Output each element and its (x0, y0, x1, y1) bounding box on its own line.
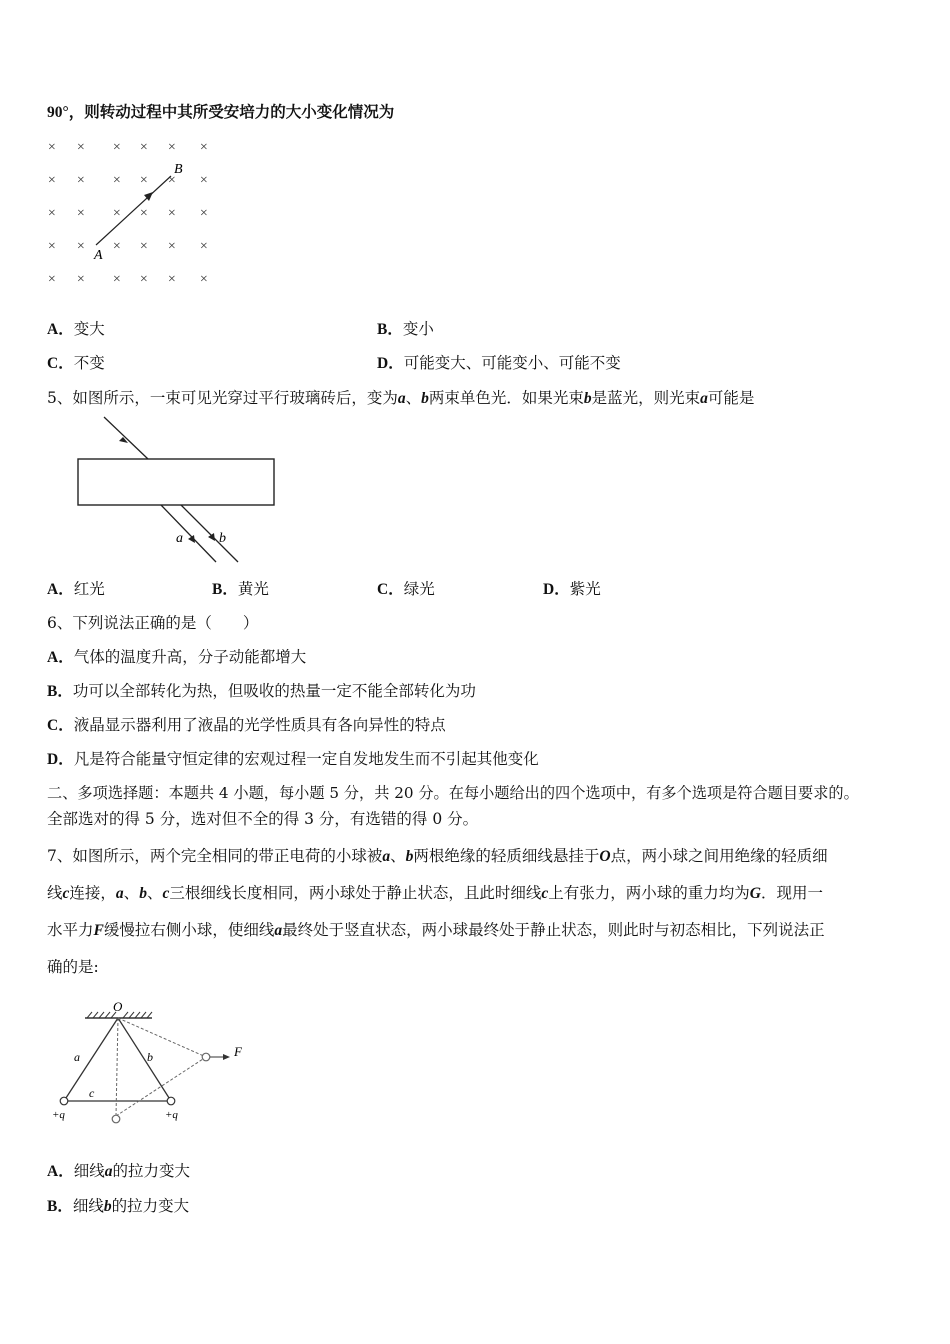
ray-a (161, 505, 216, 562)
option-text: 红光 (73, 580, 105, 598)
q4-option-b[interactable] (377, 318, 434, 341)
ray-b-arrow-icon (208, 533, 215, 541)
option-text: 绿光 (403, 580, 435, 598)
option-text: 细线 (73, 1162, 105, 1180)
field-cross: × (47, 173, 57, 188)
symbol-o: O (599, 848, 611, 865)
field-cross: × (167, 206, 177, 221)
q7-stem-line1 (47, 845, 828, 868)
section2-line2: 全部选对的得 5 分，选对但不全的得 3 分，有选错的得 0 分。 (47, 810, 479, 828)
q7-option-a[interactable] (47, 1160, 190, 1183)
symbol-b: b (421, 390, 429, 407)
field-cross: × (76, 239, 86, 254)
force-arrow-icon (223, 1054, 230, 1060)
q7-stem-line4: 确的是: (47, 958, 99, 976)
field-cross: × (139, 173, 149, 188)
q7-stem-line3 (47, 919, 825, 942)
q4-stem-text: 90°，则转动过程中其所受安培力的大小变化情况为 (47, 104, 395, 121)
q4-magnetic-field-figure (40, 132, 220, 292)
q5-stem-part: 是蓝光，则光束 (591, 389, 701, 407)
option-label: D． (377, 355, 404, 372)
string-b (118, 1018, 171, 1101)
q7-stem-part: 点，两小球之间用绝缘的轻质细 (610, 847, 828, 865)
separator: 、 (390, 847, 406, 865)
section2-line1: 二、多项选择题：本题共 4 小题，每小题 5 分，共 20 分。在每小题给出的四个选项中，有多个选项是符合题目要求的。 (47, 784, 859, 802)
option-text: 变大 (73, 320, 105, 338)
glass-brick (78, 459, 274, 505)
option-text: 的拉力变大 (111, 1197, 190, 1215)
field-cross: × (47, 140, 57, 155)
q7-stem-line2 (47, 882, 823, 905)
q7-stem-part: 最终处于竖直状态，两小球最终处于静止状态，则此时与初态相比，下列说法正 (282, 921, 825, 939)
ball-right-final (202, 1053, 210, 1061)
option-text: 液晶显示器利用了液晶的光学性质具有各向异性的特点 (73, 716, 446, 734)
symbol-a: a (397, 390, 406, 407)
option-label: B． (377, 321, 403, 338)
ray-label-b: b (219, 531, 226, 546)
separator: 、 (405, 389, 422, 407)
ball-left-final (112, 1115, 120, 1123)
q7-stem-part: 缓慢拉右侧小球，使细线 (103, 921, 275, 939)
rod-label-b: B (174, 162, 183, 177)
q6-option-d[interactable] (47, 748, 539, 771)
symbol-a: a (382, 848, 391, 865)
option-label: D． (47, 751, 74, 768)
field-cross: × (112, 206, 122, 221)
field-cross: × (199, 272, 209, 287)
option-text: 可能变大、可能变小、可能不变 (403, 354, 621, 372)
field-cross: × (47, 239, 57, 254)
symbol-f: F (93, 922, 104, 939)
label-f: F (234, 1044, 242, 1059)
option-text: 不变 (73, 354, 105, 372)
field-cross: × (76, 173, 86, 188)
q7-suspended-charges-figure (50, 998, 260, 1128)
field-cross: × (76, 206, 86, 221)
symbol-b: b (583, 390, 592, 407)
q7-stem-part: 上有张力，两小球的重力均为 (548, 884, 750, 902)
ball-left (60, 1097, 68, 1105)
incident-ray (104, 417, 148, 459)
symbol-c: c (541, 885, 549, 902)
option-text: 细线 (72, 1197, 104, 1215)
ray-label-a: a (176, 531, 183, 546)
symbol-b: b (405, 848, 414, 865)
field-cross: × (199, 206, 209, 221)
option-label: A． (47, 1163, 74, 1180)
q7-stem-part: 7、如图所示，两个完全相同的带正电荷的小球被 (47, 847, 383, 865)
option-text: 凡是符合能量守恒定律的宏观过程一定自发地发生而不引起其他变化 (73, 750, 539, 768)
field-cross: × (139, 239, 149, 254)
q6-stem: 6、下列说法正确的是（ ） (47, 614, 259, 632)
symbol-a: a (115, 885, 124, 902)
option-label: B． (47, 683, 73, 700)
field-cross: × (139, 272, 149, 287)
q7-option-b[interactable] (47, 1195, 189, 1218)
option-label: D． (543, 581, 570, 598)
symbol-b: b (139, 885, 147, 902)
label-o: O (113, 999, 123, 1014)
symbol-g: G (749, 885, 761, 902)
rod-label-a: A (94, 248, 103, 263)
field-cross: × (112, 173, 122, 188)
option-label: A． (47, 581, 74, 598)
field-cross: × (139, 140, 149, 155)
option-label: C． (47, 355, 74, 372)
separator: 、 (146, 884, 163, 902)
symbol-a: a (700, 390, 708, 407)
field-cross: × (199, 239, 209, 254)
symbol-c: c (162, 885, 170, 902)
field-crosses (47, 140, 208, 287)
field-cross: × (112, 239, 122, 254)
field-cross: × (167, 272, 177, 287)
field-cross: × (112, 140, 122, 155)
separator: 、 (123, 884, 140, 902)
symbol-c: c (62, 885, 70, 902)
label-b: b (147, 1050, 153, 1064)
option-label: B． (47, 1198, 73, 1215)
label-charge-left: +q (52, 1109, 65, 1121)
field-cross: × (199, 140, 209, 155)
q7-stem-part: 三根细线长度相同，两小球处于静止状态，且此时细线 (169, 884, 542, 902)
q4-option-d[interactable] (377, 352, 621, 375)
field-cross: × (167, 239, 177, 254)
q5-stem (47, 387, 754, 410)
field-cross: × (76, 272, 86, 287)
symbol-a: a (104, 1163, 113, 1180)
label-a: a (74, 1050, 80, 1064)
field-cross: × (47, 272, 57, 287)
field-cross: × (167, 173, 177, 188)
q7-stem-part: 连接， (69, 884, 116, 902)
q4-stem-tail (47, 101, 394, 124)
option-text: 气体的温度升高，分子动能都增大 (73, 648, 307, 666)
q5-glass-brick-figure (70, 412, 290, 567)
q5-stem-part: 两束单色光．如果光束 (428, 389, 584, 407)
option-text: 功可以全部转化为热，但吸收的热量一定不能全部转化为功 (72, 682, 476, 700)
q5-option-d[interactable] (543, 578, 601, 601)
field-cross: × (167, 140, 177, 155)
option-label: C． (377, 581, 404, 598)
label-c: c (89, 1086, 95, 1100)
option-label: C． (47, 717, 74, 734)
field-cross: × (139, 206, 149, 221)
q6-option-c[interactable] (47, 714, 446, 737)
q7-stem-part: 水平力 (47, 921, 94, 939)
field-cross: × (199, 173, 209, 188)
q7-stem-part: 两根绝缘的轻质细线悬挂于 (413, 847, 600, 865)
q5-option-c[interactable] (377, 578, 435, 601)
option-text: 的拉力变大 (112, 1162, 190, 1180)
ball-right (167, 1097, 175, 1105)
label-charge-right: +q (165, 1109, 178, 1121)
q5-option-a[interactable] (47, 578, 105, 601)
field-cross: × (112, 272, 122, 287)
q6-option-b[interactable] (47, 680, 476, 703)
conductor-rod (96, 176, 171, 245)
option-label: B． (212, 581, 238, 598)
option-text: 紫光 (569, 580, 601, 598)
q4-option-c[interactable] (47, 352, 105, 375)
q4-option-a[interactable] (47, 318, 105, 341)
field-cross: × (76, 140, 86, 155)
option-label: A． (47, 321, 74, 338)
q5-stem-part: 5、如图所示，一束可见光穿过平行玻璃砖后，变为 (47, 389, 398, 407)
option-text: 变小 (402, 320, 434, 338)
symbol-b: b (103, 1198, 112, 1215)
ray-b (181, 505, 238, 562)
q7-stem-part: 线 (47, 884, 63, 902)
option-text: 黄光 (237, 580, 269, 598)
option-label: A． (47, 649, 74, 666)
q5-option-b[interactable] (212, 578, 269, 601)
symbol-a: a (274, 922, 283, 939)
q5-stem-part: 可能是 (707, 389, 755, 407)
q6-option-a[interactable] (47, 646, 306, 669)
field-cross: × (47, 206, 57, 221)
q7-stem-part: ．现用一 (760, 884, 823, 902)
